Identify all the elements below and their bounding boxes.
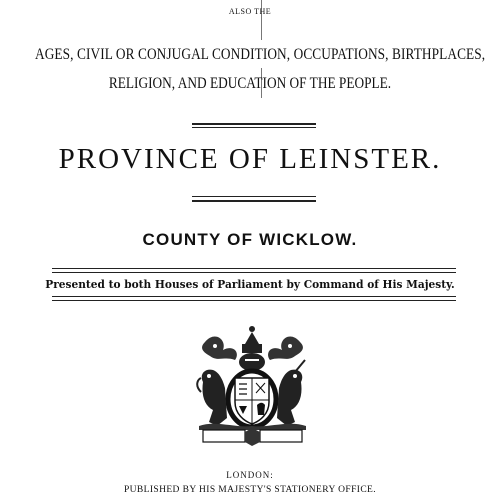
divider-rule (52, 272, 456, 273)
also-the-text: ALSO THE (228, 7, 272, 16)
divider-rule (52, 300, 456, 301)
publisher-city: LONDON: (226, 470, 274, 480)
subtitle-line-2: RELIGION, AND EDUCATION OF THE PEOPLE. (108, 75, 392, 92)
divider-rule (52, 268, 456, 269)
subtitle-line-1: AGES, CIVIL OR CONJUGAL CONDITION, OCCUPATIONS, BIRTHPLACES, (35, 46, 486, 63)
presented-text: Presented to both Houses of Parliament by Command of His Majesty. (45, 277, 455, 291)
fold-line (261, 0, 262, 40)
province-title: PROVINCE OF LEINSTER. (58, 143, 442, 175)
royal-coat-of-arms-icon (195, 322, 310, 447)
divider-rule (192, 196, 316, 197)
county-title: COUNTY OF WICKLOW. (142, 230, 358, 249)
publisher-line: PUBLISHED BY HIS MAJESTY'S STATIONERY OFFICE. (123, 485, 377, 495)
divider-rule (52, 296, 456, 297)
divider-rule (192, 127, 316, 128)
divider-rule (192, 200, 316, 202)
divider-rule (192, 123, 316, 125)
